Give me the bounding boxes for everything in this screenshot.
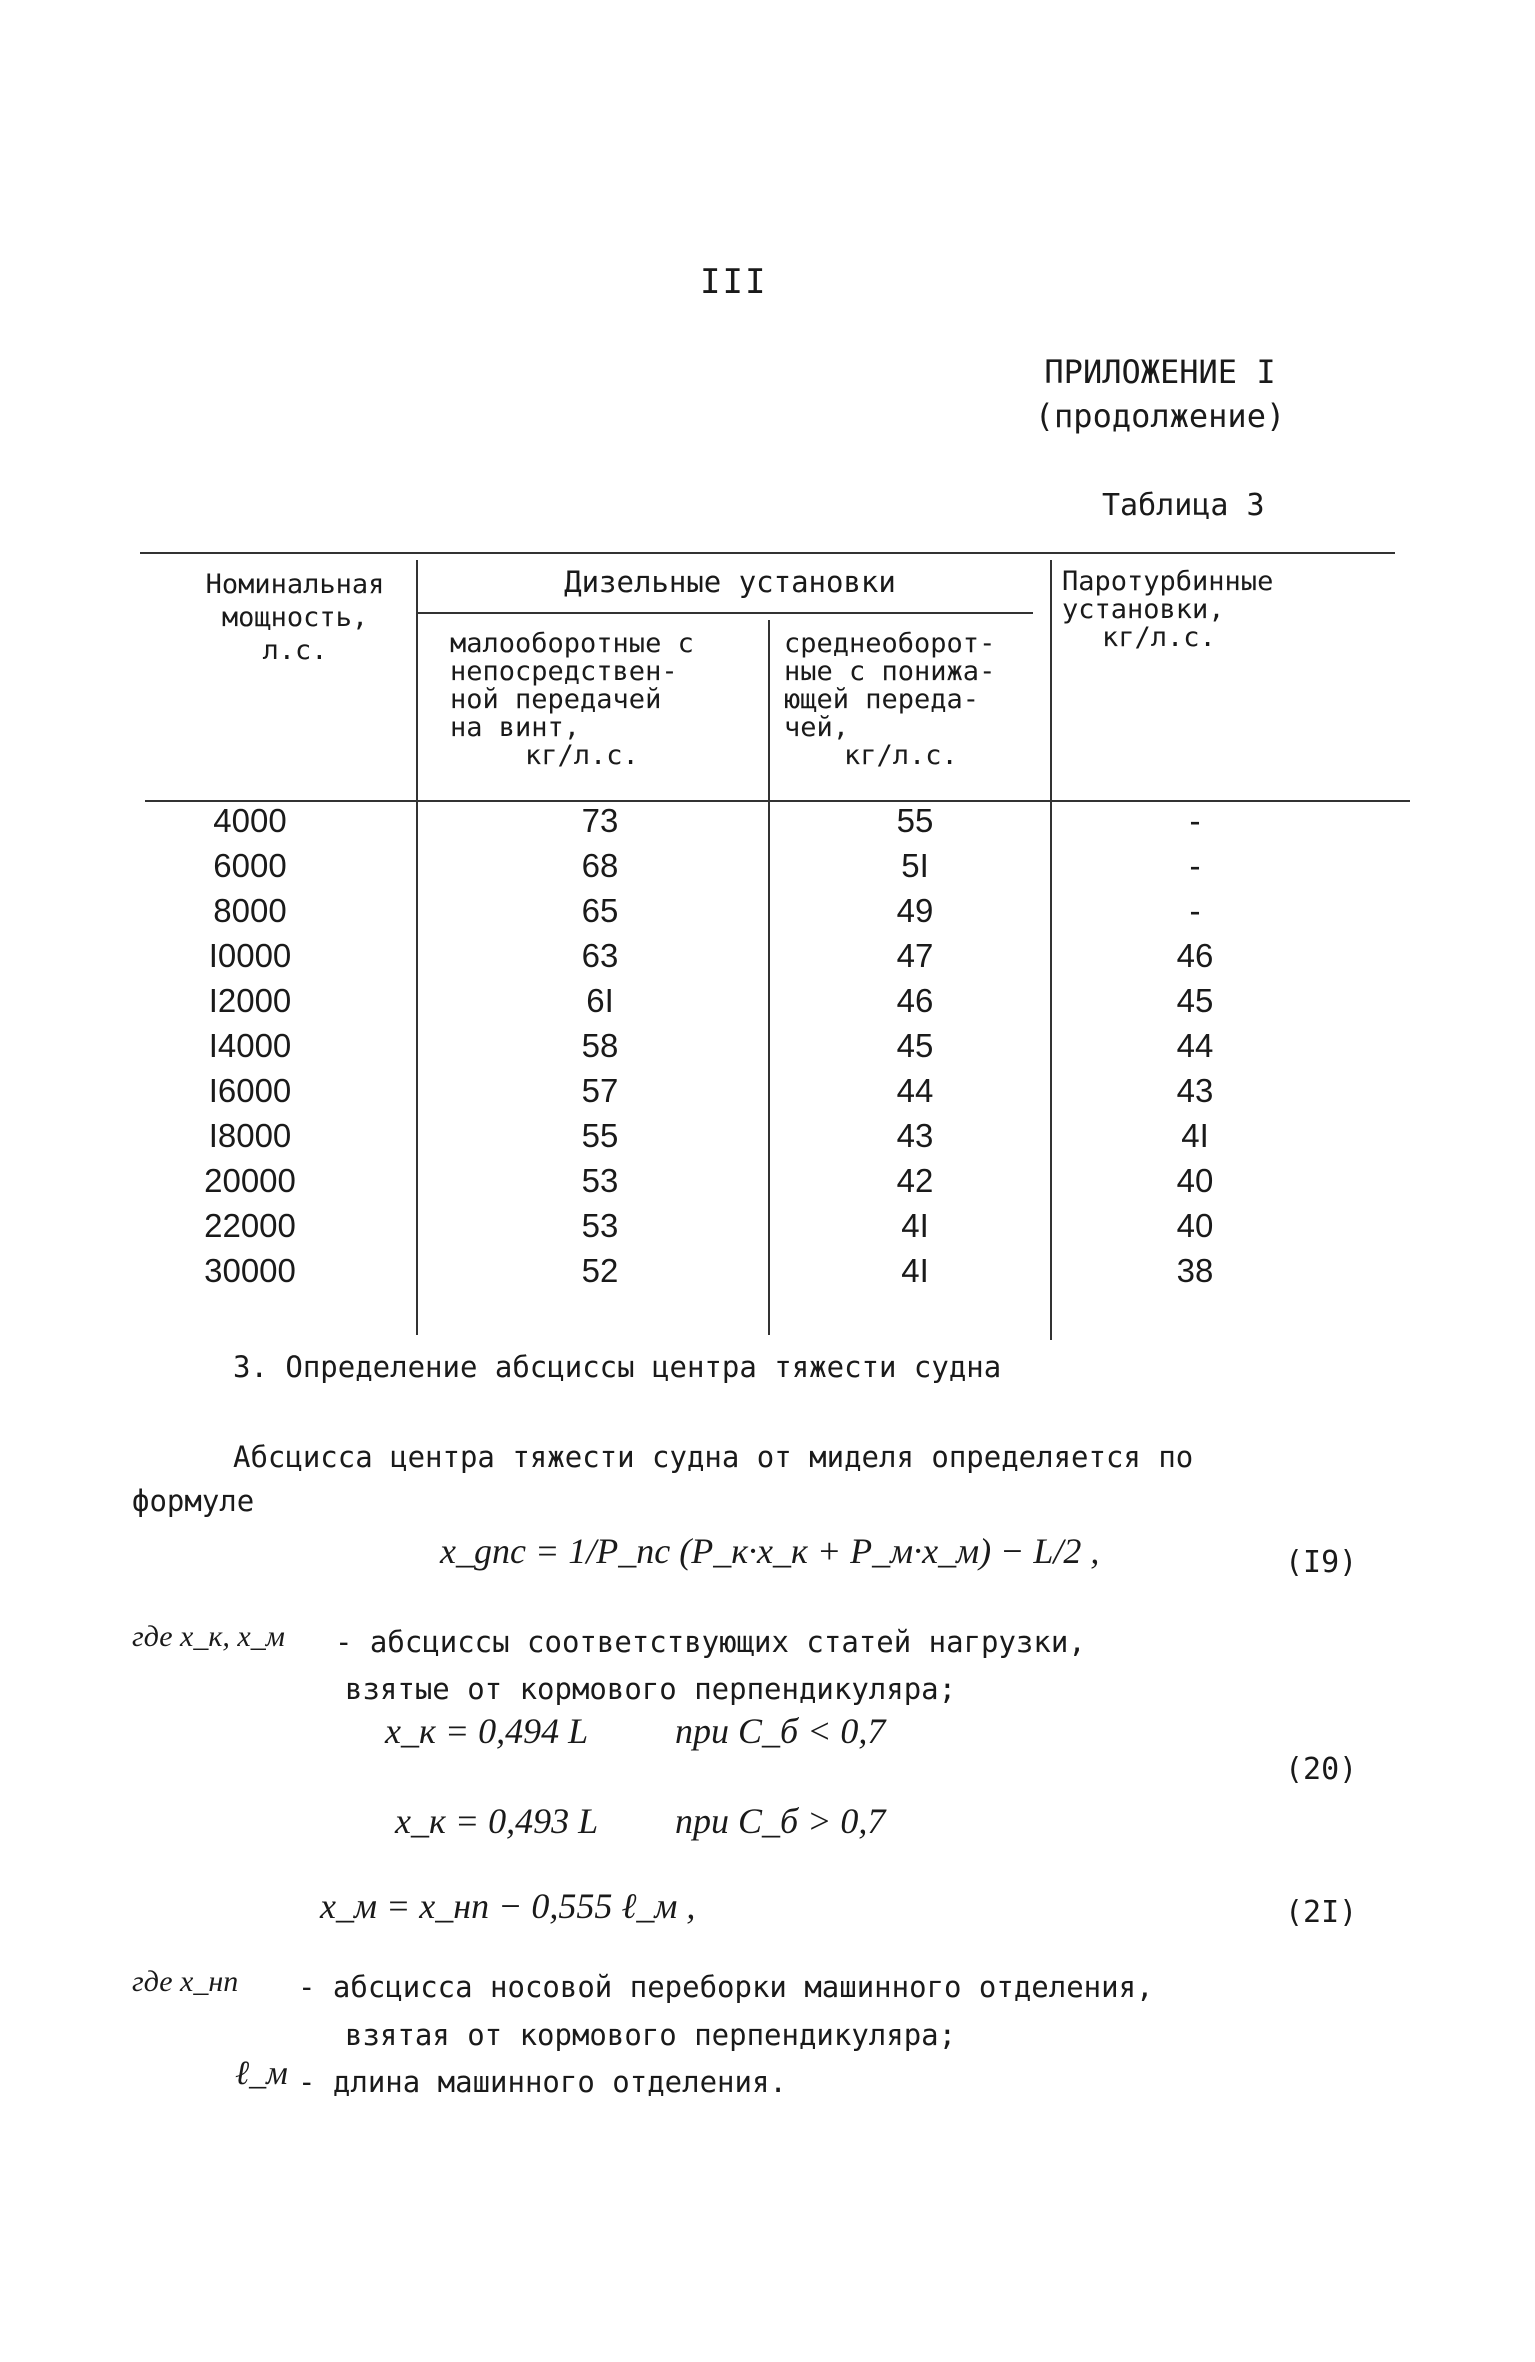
cell-steam: 46 — [1176, 937, 1214, 974]
cell-steam: 44 — [1176, 1027, 1214, 1064]
cell-low-speed: 63 — [581, 937, 619, 974]
cell-power: 6000 — [213, 847, 287, 884]
header-diesel: Дизельные установки — [564, 565, 896, 599]
cell-steam: 43 — [1176, 1072, 1214, 1109]
cell-steam: 40 — [1176, 1207, 1214, 1244]
cell-medium-speed: 4I — [901, 1207, 929, 1244]
cell-low-speed: 53 — [581, 1207, 619, 1244]
section-title: 3. Определение абсциссы центра тяжести судна — [233, 1350, 1002, 1384]
cell-power: 8000 — [213, 892, 287, 929]
cell-medium-speed: 43 — [896, 1117, 934, 1154]
cell-low-speed: 57 — [581, 1072, 619, 1109]
cell-medium-speed: 42 — [896, 1162, 934, 1199]
cell-medium-speed: 45 — [896, 1027, 934, 1064]
equation-number-20: (20) — [1285, 1752, 1358, 1787]
cell-steam: 40 — [1176, 1162, 1214, 1199]
cell-power: I6000 — [208, 1072, 292, 1109]
cell-medium-speed: 4I — [901, 1252, 929, 1289]
formula-21: x_м = x_нп − 0,555 ℓ_м , — [320, 1886, 696, 1926]
intro-line-2: формуле — [132, 1484, 255, 1518]
cell-medium-speed: 49 — [896, 892, 934, 929]
cell-steam: 38 — [1176, 1252, 1214, 1289]
col-divider-1 — [416, 560, 418, 1335]
cell-low-speed: 52 — [581, 1252, 619, 1289]
header-medium-speed: среднеоборот- ные с понижа- ющей переда- чей, кг/л.с. — [784, 628, 996, 771]
cell-low-speed: 73 — [581, 802, 619, 839]
equation-number-19: (I9) — [1285, 1545, 1358, 1580]
diesel-subheader-rule — [418, 612, 1033, 614]
cell-medium-speed: 46 — [896, 982, 934, 1019]
where-text-2a: - абсцисса носовой переборки машинного отделения, — [298, 1970, 1154, 2004]
formula-20b: x_к = 0,493 L — [395, 1801, 599, 1841]
cell-power: I4000 — [208, 1027, 292, 1064]
cell-power: I0000 — [208, 937, 292, 974]
cell-power: I8000 — [208, 1117, 292, 1154]
appendix-title: ПРИЛОЖЕНИЕ I — [1044, 353, 1276, 391]
cell-steam: - — [1189, 892, 1201, 929]
where-text-3: - длина машинного отделения. — [298, 2065, 787, 2099]
cell-low-speed: 6I — [586, 982, 614, 1019]
cell-power: 30000 — [204, 1252, 296, 1289]
formula-20a: x_к = 0,494 L — [385, 1711, 589, 1751]
cell-power: I2000 — [208, 982, 292, 1019]
appendix-heading — [1010, 350, 1310, 438]
cell-steam: - — [1189, 802, 1201, 839]
cell-low-speed: 55 — [581, 1117, 619, 1154]
cell-power: 22000 — [204, 1207, 296, 1244]
cell-steam: 45 — [1176, 982, 1214, 1019]
cell-medium-speed: 5I — [901, 847, 929, 884]
cell-steam: - — [1189, 847, 1201, 884]
col-divider-2 — [768, 620, 770, 1335]
where-symbol-3: ℓ_м — [235, 2055, 288, 2092]
col-divider-3 — [1050, 560, 1052, 1340]
where-text-2b: взятая от кормового перпендикуляра; — [345, 2018, 957, 2052]
cell-low-speed: 68 — [581, 847, 619, 884]
cell-medium-speed: 44 — [896, 1072, 934, 1109]
cell-power: 4000 — [213, 802, 287, 839]
table-caption: Таблица 3 — [1102, 488, 1265, 523]
formula-20b-condition: при C_б > 0,7 — [675, 1801, 886, 1841]
cell-steam: 4I — [1181, 1117, 1209, 1154]
cell-power: 20000 — [204, 1162, 296, 1199]
where-text-1b: взятые от кормового перпендикуляра; — [345, 1672, 957, 1706]
cell-medium-speed: 55 — [896, 802, 934, 839]
equation-number-21: (2I) — [1285, 1895, 1358, 1930]
where-symbols-2: где x_нп — [132, 1965, 239, 1998]
header-power: Номинальная мощность, л.с. — [205, 569, 385, 666]
table-top-rule — [140, 552, 1395, 554]
header-steam: Паротурбинные установки, кг/л.с. — [1062, 566, 1274, 653]
formula-19: x_gпс = 1/P_пс (P_к·x_к + P_м·x_м) − L/2 , — [440, 1531, 1100, 1571]
where-symbols-1: где x_к, x_м — [132, 1620, 285, 1653]
cell-low-speed: 58 — [581, 1027, 619, 1064]
page-number: III — [700, 262, 768, 302]
cell-medium-speed: 47 — [896, 937, 934, 974]
intro-line-1: Абсцисса центра тяжести судна от миделя определяется по — [233, 1440, 1194, 1474]
cell-low-speed: 53 — [581, 1162, 619, 1199]
appendix-subtitle: (продолжение) — [1034, 397, 1286, 435]
formula-20a-condition: при C_б < 0,7 — [675, 1711, 886, 1751]
header-low-speed: малооборотные с непосредствен- ной передачей на винт, кг/л.с. — [450, 628, 694, 771]
where-text-1a: - абсциссы соответствующих статей нагрузки, — [335, 1625, 1086, 1659]
cell-low-speed: 65 — [581, 892, 619, 929]
